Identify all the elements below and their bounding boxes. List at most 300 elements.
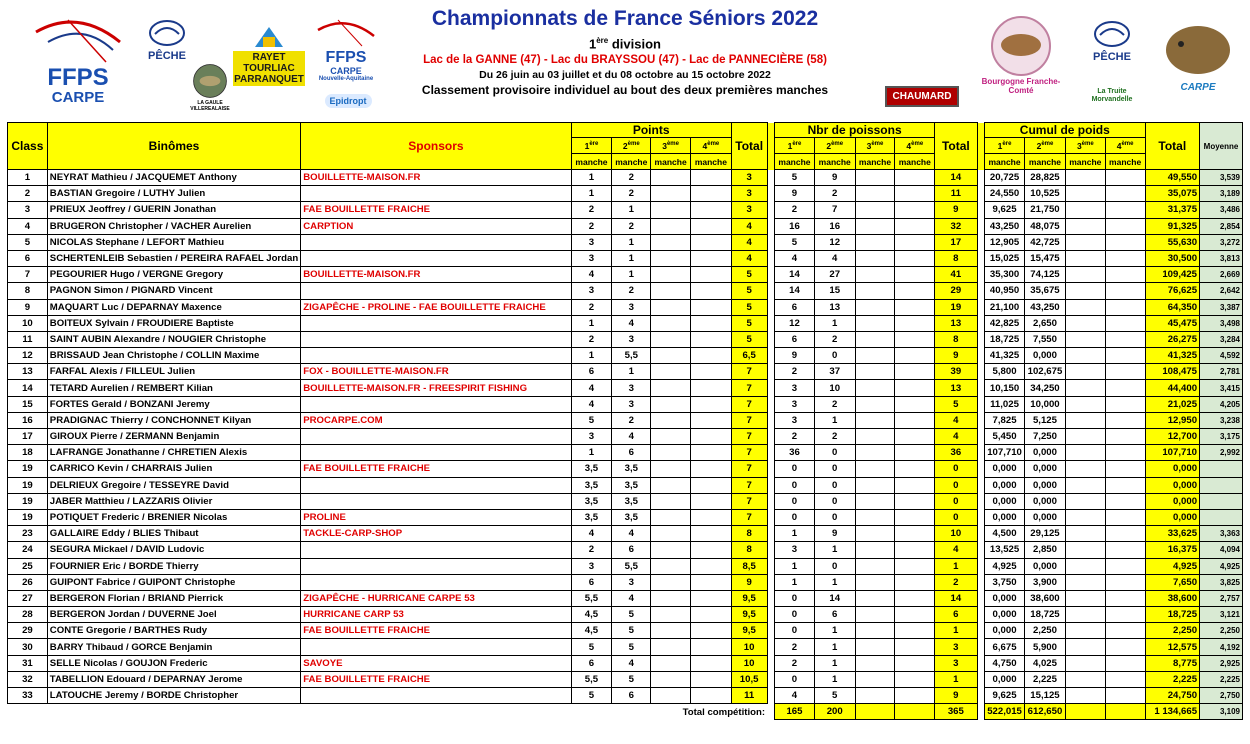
cell-rank: 23 — [8, 526, 48, 542]
cell-rank: 2 — [8, 186, 48, 202]
cell-gap — [767, 526, 775, 542]
cell-weight-total: 18,725 — [1145, 607, 1200, 623]
cell-fish-m2: 7 — [814, 202, 855, 218]
cell-points-m3 — [651, 364, 691, 380]
cell-fish-m4 — [895, 267, 935, 283]
epidropt-text: Epidropt — [325, 94, 372, 108]
cell-fish-total: 2 — [935, 574, 977, 590]
table-row — [8, 364, 1243, 380]
cell-moyenne: 4,592 — [1200, 348, 1243, 364]
cell-sponsor — [301, 639, 571, 655]
cell-gap — [767, 493, 775, 509]
cell-weight-m4 — [1105, 607, 1145, 623]
cell-gap — [767, 331, 775, 347]
cell-gap — [767, 607, 775, 623]
cell-fish-total: 4 — [935, 429, 977, 445]
cell-gap — [767, 509, 775, 525]
cell-gap — [767, 590, 775, 606]
cell-binome: BARRY Thibaud / GORCE Benjamin — [47, 639, 300, 655]
cell-points-m3 — [651, 299, 691, 315]
cell-points-total: 3 — [731, 170, 767, 186]
table-row — [8, 558, 1243, 574]
cell-points-m2: 5 — [612, 607, 651, 623]
ffps-na-region-text: Nouvelle-Aquitaine — [318, 76, 374, 82]
manche-number: 3 — [662, 140, 667, 151]
cell-weight-m4 — [1105, 412, 1145, 428]
cell-fish-m3 — [855, 202, 895, 218]
cell-moyenne: 3,363 — [1200, 526, 1243, 542]
cell-fish-m3 — [855, 186, 895, 202]
division-line — [390, 32, 860, 53]
cell-points-m1: 2 — [571, 202, 612, 218]
chaumard-text: CHAUMARD — [885, 86, 960, 107]
cell-weight-m4 — [1105, 364, 1145, 380]
cell-fish-m1: 1 — [775, 558, 815, 574]
cell-rank: 15 — [8, 396, 48, 412]
cell-gap — [767, 396, 775, 412]
cell-points-m1: 4 — [571, 267, 612, 283]
cell-weight-m1: 9,625 — [985, 688, 1025, 704]
cell-weight-m3 — [1065, 607, 1105, 623]
cell-points-total: 3 — [731, 186, 767, 202]
cell-binome: SEGURA Mickael / DAVID Ludovic — [47, 542, 300, 558]
totals-fish-m2: 200 — [814, 704, 855, 720]
cell-weight-m3 — [1065, 186, 1105, 202]
cell-fish-m2: 1 — [814, 574, 855, 590]
cell-fish-m3 — [855, 542, 895, 558]
manche-suffix: ème — [911, 140, 924, 147]
cell-fish-m2: 0 — [814, 558, 855, 574]
cell-weight-total: 33,625 — [1145, 526, 1200, 542]
cell-weight-m4 — [1105, 348, 1145, 364]
cell-sponsor: BOUILLETTE-MAISON.FR - FREESPIRIT FISHING — [301, 380, 571, 396]
cell-weight-m4 — [1105, 590, 1145, 606]
cell-sponsor — [301, 283, 571, 299]
ffps-carpe-logo — [28, 10, 128, 108]
points-manche-4-number — [691, 138, 732, 154]
cell-points-m1: 3 — [571, 250, 612, 266]
cell-fish-m3 — [855, 526, 895, 542]
cell-weight-total: 0,000 — [1145, 461, 1200, 477]
cell-weight-m2: 10,525 — [1025, 186, 1066, 202]
table-row — [8, 412, 1243, 428]
cell-points-m3 — [651, 509, 691, 525]
cell-points-m1: 3 — [571, 558, 612, 574]
cell-points-total: 7 — [731, 493, 767, 509]
cell-points-m1: 1 — [571, 315, 612, 331]
cell-points-m1: 6 — [571, 655, 612, 671]
col-poids: Cumul de poids — [985, 123, 1145, 138]
table-row — [8, 509, 1243, 525]
cell-weight-m3 — [1065, 429, 1105, 445]
cell-fish-m4 — [895, 461, 935, 477]
cell-points-m4 — [691, 186, 732, 202]
cell-points-m4 — [691, 493, 732, 509]
cell-points-m1: 5 — [571, 412, 612, 428]
cell-points-m3 — [651, 396, 691, 412]
fish-emblem-icon — [147, 16, 187, 50]
cell-weight-m2: 18,725 — [1025, 607, 1066, 623]
cell-points-m1: 1 — [571, 348, 612, 364]
cell-weight-m2: 74,125 — [1025, 267, 1066, 283]
cell-weight-m1: 107,710 — [985, 445, 1025, 461]
cell-points-m3 — [651, 461, 691, 477]
carp-fish-icon — [1161, 18, 1235, 82]
cell-weight-m1: 9,625 — [985, 202, 1025, 218]
cell-weight-m2: 5,125 — [1025, 412, 1066, 428]
cell-points-m4 — [691, 542, 732, 558]
cell-points-total: 11 — [731, 688, 767, 704]
cell-points-m4 — [691, 267, 732, 283]
cell-binome: CARRICO Kevin / CHARRAIS Julien — [47, 461, 300, 477]
cell-weight-m4 — [1105, 623, 1145, 639]
cell-fish-m1: 1 — [775, 526, 815, 542]
cell-binome: FOURNIER Eric / BORDE Thierry — [47, 558, 300, 574]
cell-points-total: 7 — [731, 445, 767, 461]
cell-fish-m1: 3 — [775, 412, 815, 428]
cell-binome: DELRIEUX Gregoire / TESSEYRE David — [47, 477, 300, 493]
cell-weight-m2: 48,075 — [1025, 218, 1066, 234]
cell-fish-total: 3 — [935, 655, 977, 671]
cell-fish-m4 — [895, 170, 935, 186]
cell-points-m4 — [691, 331, 732, 347]
cell-fish-m2: 15 — [814, 283, 855, 299]
cell-fish-total: 41 — [935, 267, 977, 283]
cell-fish-m4 — [895, 445, 935, 461]
cell-fish-m4 — [895, 639, 935, 655]
cell-fish-m2: 1 — [814, 542, 855, 558]
cell-fish-total: 8 — [935, 250, 977, 266]
cell-gap — [977, 688, 985, 704]
gaule-text: LA GAULE VILLEREALAISE — [190, 100, 230, 112]
cell-fish-total: 32 — [935, 218, 977, 234]
cell-points-m3 — [651, 234, 691, 250]
col-poissons: Nbr de poissons — [775, 123, 935, 138]
cell-points-m2: 4 — [612, 315, 651, 331]
cell-binome: MAQUART Luc / DEPARNAY Maxence — [47, 299, 300, 315]
cell-weight-total: 21,025 — [1145, 396, 1200, 412]
cell-points-m2: 5 — [612, 639, 651, 655]
cell-points-total: 10 — [731, 655, 767, 671]
cell-fish-m4 — [895, 493, 935, 509]
totals-fish-total: 365 — [935, 704, 977, 720]
cell-points-total: 5 — [731, 331, 767, 347]
cell-sponsor: ZIGAPÊCHE - PROLINE - FAE BOUILLETTE FRAICHE — [301, 299, 571, 315]
cell-points-m4 — [691, 364, 732, 380]
cell-gap — [767, 655, 775, 671]
manche-number: 2 — [826, 140, 832, 151]
table-row — [8, 639, 1243, 655]
cell-weight-m2: 7,250 — [1025, 429, 1066, 445]
cell-sponsor: SAVOYE — [301, 655, 571, 671]
cell-weight-m2: 21,750 — [1025, 202, 1066, 218]
cell-gap — [977, 186, 985, 202]
col-sponsors: Sponsors — [301, 123, 571, 170]
manche-suffix: ère — [589, 140, 599, 147]
cell-weight-m1: 43,250 — [985, 218, 1025, 234]
cell-points-m4 — [691, 218, 732, 234]
cell-weight-m2: 7,550 — [1025, 331, 1066, 347]
cell-fish-total: 14 — [935, 170, 977, 186]
cell-gap — [977, 509, 985, 525]
cell-points-m3 — [651, 445, 691, 461]
cell-points-m3 — [651, 655, 691, 671]
manche-suffix: ème — [666, 140, 679, 147]
manche-number: 3 — [866, 140, 872, 151]
cell-points-m3 — [651, 412, 691, 428]
cell-weight-m3 — [1065, 283, 1105, 299]
totals-weight-m1: 522,015 — [985, 704, 1025, 720]
points-manche-2-label: manche — [612, 154, 651, 170]
town-emblem-icon — [251, 23, 287, 51]
cell-fish-m4 — [895, 574, 935, 590]
ravet-logo — [234, 14, 304, 94]
cell-weight-m2: 42,725 — [1025, 234, 1066, 250]
table-row — [8, 331, 1243, 347]
cell-moyenne: 3,121 — [1200, 607, 1243, 623]
cell-fish-m3 — [855, 315, 895, 331]
cell-points-m3 — [651, 688, 691, 704]
page-title: Championnats de France Séniors 2022 — [431, 7, 819, 30]
cell-fish-m2: 1 — [814, 655, 855, 671]
cell-weight-m2: 5,900 — [1025, 639, 1066, 655]
cell-fish-m1: 2 — [775, 429, 815, 445]
cell-points-m4 — [691, 477, 732, 493]
cell-fish-m4 — [895, 558, 935, 574]
cell-fish-m3 — [855, 688, 895, 704]
table-row — [8, 607, 1243, 623]
cell-sponsor — [301, 542, 571, 558]
ravet-text: RAYET TOURLIAC PARRANQUET — [234, 51, 304, 85]
totals-weight-total: 1 134,665 — [1145, 704, 1200, 720]
division-num: 1 — [589, 36, 597, 52]
cell-points-m1: 1 — [571, 186, 612, 202]
cell-fish-m1: 2 — [775, 655, 815, 671]
cell-points-m4 — [691, 671, 732, 687]
cell-binome: FORTES Gerald / BONZANI Jeremy — [47, 396, 300, 412]
cell-fish-m2: 0 — [814, 461, 855, 477]
cell-gap — [977, 267, 985, 283]
cell-moyenne — [1200, 493, 1243, 509]
cell-fish-m1: 4 — [775, 250, 815, 266]
cell-weight-m4 — [1105, 558, 1145, 574]
cell-points-m2: 3 — [612, 380, 651, 396]
cell-gap — [977, 283, 985, 299]
cell-moyenne — [1200, 461, 1243, 477]
cell-points-m2: 1 — [612, 202, 651, 218]
cell-weight-m2: 102,675 — [1025, 364, 1066, 380]
cell-fish-m1: 12 — [775, 315, 815, 331]
cell-gap — [977, 607, 985, 623]
poids-manche-2-label: manche — [1025, 154, 1066, 170]
cell-fish-m2: 16 — [814, 218, 855, 234]
cell-gap — [767, 186, 775, 202]
col-class: Class — [8, 123, 48, 170]
cell-weight-m1: 35,300 — [985, 267, 1025, 283]
table-row — [8, 218, 1243, 234]
cell-fish-total: 11 — [935, 186, 977, 202]
cell-points-m1: 2 — [571, 299, 612, 315]
cell-sponsor — [301, 477, 571, 493]
cell-weight-m3 — [1065, 396, 1105, 412]
cell-fish-m2: 0 — [814, 348, 855, 364]
cell-points-m4 — [691, 461, 732, 477]
table-row — [8, 526, 1243, 542]
cell-points-m3 — [651, 671, 691, 687]
cell-rank: 26 — [8, 574, 48, 590]
cell-gap — [977, 396, 985, 412]
cell-sponsor — [301, 186, 571, 202]
cell-weight-total: 12,700 — [1145, 429, 1200, 445]
cell-rank: 9 — [8, 299, 48, 315]
cell-points-m1: 3,5 — [571, 477, 612, 493]
cell-rank: 19 — [8, 509, 48, 525]
cell-fish-m4 — [895, 429, 935, 445]
cell-points-m2: 6 — [612, 688, 651, 704]
dates-line: Du 26 juin au 03 juillet et du 08 octobre au 15 octobre 2022 — [479, 69, 771, 82]
table-row — [8, 380, 1243, 396]
cell-fish-m1: 0 — [775, 461, 815, 477]
cell-fish-m1: 16 — [775, 218, 815, 234]
cell-points-m1: 4,5 — [571, 623, 612, 639]
fish-circle-icon — [185, 62, 235, 100]
cell-fish-m3 — [855, 623, 895, 639]
results-table — [7, 122, 1243, 720]
cell-fish-m1: 0 — [775, 607, 815, 623]
manche-number: 1 — [997, 140, 1003, 151]
peche-58-logo — [1084, 8, 1140, 72]
cell-moyenne: 2,781 — [1200, 364, 1243, 380]
cell-sponsor — [301, 688, 571, 704]
cell-fish-m2: 13 — [814, 299, 855, 315]
cell-fish-m3 — [855, 655, 895, 671]
cell-weight-total: 76,625 — [1145, 283, 1200, 299]
cell-gap — [767, 202, 775, 218]
cell-fish-total: 19 — [935, 299, 977, 315]
cell-weight-m2: 3,900 — [1025, 574, 1066, 590]
cell-points-m4 — [691, 283, 732, 299]
cell-fish-m2: 4 — [814, 250, 855, 266]
cell-weight-m1: 4,500 — [985, 526, 1025, 542]
cell-points-m2: 3 — [612, 396, 651, 412]
cell-points-m4 — [691, 639, 732, 655]
table-row — [8, 348, 1243, 364]
cell-rank: 10 — [8, 315, 48, 331]
fish-emblem-58-icon — [1092, 17, 1132, 51]
cell-fish-m4 — [895, 348, 935, 364]
truite-text: La Truite Morvandelle — [1091, 88, 1133, 103]
cell-points-m3 — [651, 493, 691, 509]
points-manche-3-label: manche — [651, 154, 691, 170]
manche-suffix: ème — [871, 140, 884, 147]
cell-fish-m3 — [855, 331, 895, 347]
ffps-na-logo — [310, 8, 382, 90]
cell-binome: FARFAL Alexis / FILLEUL Julien — [47, 364, 300, 380]
cell-binome: SELLE Nicolas / GOUJON Frederic — [47, 655, 300, 671]
manche-suffix: ère — [792, 140, 802, 147]
cell-weight-total: 8,775 — [1145, 655, 1200, 671]
totals-row — [8, 704, 1243, 720]
cell-rank: 24 — [8, 542, 48, 558]
cell-binome: BOITEUX Sylvain / FROUDIERE Baptiste — [47, 315, 300, 331]
cell-weight-total: 45,475 — [1145, 315, 1200, 331]
cell-weight-m2: 0,000 — [1025, 558, 1066, 574]
cell-points-m2: 5,5 — [612, 348, 651, 364]
cell-moyenne: 3,238 — [1200, 412, 1243, 428]
cell-weight-m1: 0,000 — [985, 607, 1025, 623]
table-row — [8, 688, 1243, 704]
cell-points-total: 8,5 — [731, 558, 767, 574]
cell-points-m2: 4 — [612, 429, 651, 445]
cell-rank: 33 — [8, 688, 48, 704]
table-row — [8, 542, 1243, 558]
cell-binome: BERGERON Florian / BRIAND Pierrick — [47, 590, 300, 606]
cell-rank: 3 — [8, 202, 48, 218]
cell-points-m1: 4 — [571, 380, 612, 396]
cell-sponsor — [301, 396, 571, 412]
cell-fish-m1: 6 — [775, 299, 815, 315]
cell-rank: 1 — [8, 170, 48, 186]
cell-sponsor: CARPTION — [301, 218, 571, 234]
cell-fish-m3 — [855, 445, 895, 461]
division-sup: ère — [596, 36, 609, 45]
cell-rank: 17 — [8, 429, 48, 445]
cell-fish-total: 0 — [935, 493, 977, 509]
cell-points-m1: 6 — [571, 364, 612, 380]
cell-points-total: 6,5 — [731, 348, 767, 364]
cell-moyenne: 2,757 — [1200, 590, 1243, 606]
cell-moyenne: 2,669 — [1200, 267, 1243, 283]
cell-weight-m4 — [1105, 315, 1145, 331]
manche-number: 4 — [702, 140, 708, 151]
cell-fish-total: 13 — [935, 315, 977, 331]
cell-gap — [977, 380, 985, 396]
cell-binome: JABER Matthieu / LAZZARIS Olivier — [47, 493, 300, 509]
cell-fish-m3 — [855, 558, 895, 574]
cell-points-m3 — [651, 542, 691, 558]
cell-weight-m4 — [1105, 688, 1145, 704]
cell-gap — [767, 315, 775, 331]
cell-points-m3 — [651, 348, 691, 364]
cell-fish-m3 — [855, 590, 895, 606]
cell-sponsor: FAE BOUILLETTE FRAICHE — [301, 623, 571, 639]
cell-sponsor — [301, 331, 571, 347]
table-row — [8, 396, 1243, 412]
cell-gap — [767, 688, 775, 704]
cell-fish-m1: 6 — [775, 331, 815, 347]
cell-weight-total: 55,630 — [1145, 234, 1200, 250]
cell-points-m3 — [651, 590, 691, 606]
cell-fish-m4 — [895, 412, 935, 428]
cell-moyenne: 2,225 — [1200, 671, 1243, 687]
totals-label: Total compétition: — [682, 706, 766, 718]
cell-binome: LATOUCHE Jeremy / BORDE Christopher — [47, 688, 300, 704]
cell-points-m3 — [651, 623, 691, 639]
cell-points-m3 — [651, 283, 691, 299]
cell-fish-m1: 4 — [775, 688, 815, 704]
epidropt-logo — [318, 90, 378, 112]
cell-weight-m2: 29,125 — [1025, 526, 1066, 542]
cell-points-m3 — [651, 607, 691, 623]
cell-fish-m4 — [895, 509, 935, 525]
cell-fish-m3 — [855, 493, 895, 509]
cell-fish-m4 — [895, 396, 935, 412]
cell-weight-m3 — [1065, 688, 1105, 704]
manche-suffix: ème — [627, 140, 640, 147]
table-row — [8, 202, 1243, 218]
cell-points-m4 — [691, 558, 732, 574]
cell-weight-m2: 2,650 — [1025, 315, 1066, 331]
